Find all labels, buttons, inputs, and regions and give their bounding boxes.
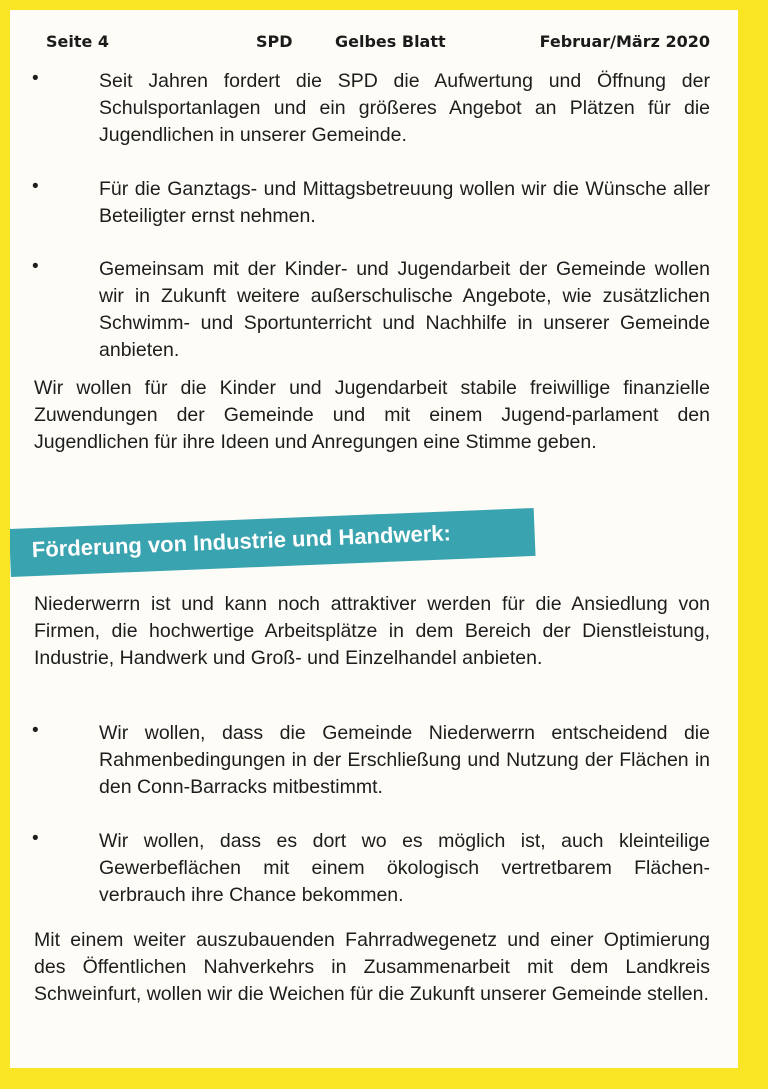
list-item: Wir wollen, dass es dort wo es möglich ist, auch kleinteilige Gewerbeflächen mit einem ökologisch vertretbarem Flächen-verbrauch ihre Chance bekommen. [99, 830, 710, 906]
section-heading: Förderung von Industrie und Handwerk: [31, 520, 452, 563]
paragraph-transport: Mit einem weiter auszubauenden Fahrradwegenetz und einer Optimierung des Öffentlichen Nahverkehrs in Zusammenarbeit mit dem Landkreis Schweinfurt, wollen wir die Weichen für die Zukunft unserer Gemeinde stellen. [34, 929, 710, 1005]
issue-date: Februar/März 2020 [539, 32, 710, 51]
party-name: SPD [256, 32, 293, 51]
list-item: Wir wollen, dass die Gemeinde Niederwerrn entscheidend die Rahmenbedingungen in der Erschließung und Nutzung der Flächen in den Conn-Barracks mitbestimmt. [99, 722, 710, 798]
page-header [46, 32, 710, 56]
list-item: Gemeinsam mit der Kinder- und Jugendarbeit der Gemeinde wollen wir in Zukunft weitere außerschulische Angebote, wie zusätzlichen Schwimm- und Sportunterricht und Nachhilfe in unserer Gemeinde anbieten. [99, 258, 710, 361]
paragraph-youth-funding: Wir wollen für die Kinder und Jugendarbeit stabile freiwillige finanzielle Zuwendungen der Gemeinde und mit einem Jugend-parlament den Jugendlichen für ihre Ideen und Anregungen eine Stimme geben. [34, 377, 710, 453]
bullet-icon: • [32, 68, 39, 89]
list-item: Für die Ganztags- und Mittagsbetreuung wollen wir die Wünsche aller Beteiligter ernst nehmen. [99, 178, 710, 227]
bullet-icon: • [32, 176, 39, 197]
bullet-icon: • [32, 720, 39, 741]
section-banner [10, 508, 536, 577]
document-page [10, 10, 738, 1068]
bullet-icon: • [32, 828, 39, 849]
paragraph-industry: Niederwerrn ist und kann noch attraktiver werden für die Ansiedlung von Firmen, die hochwertige Arbeitsplätze in dem Bereich der Dienstleistung, Industrie, Handwerk und Groß- und Einzelhandel anbieten. [34, 593, 710, 669]
list-item: Seit Jahren fordert die SPD die Aufwertung und Öffnung der Schulsportanlagen und ein größeres Angebot an Plätzen für die Jugendlichen in unserer Gemeinde. [99, 70, 710, 146]
bullet-icon: • [32, 256, 39, 277]
page-number: Seite 4 [46, 32, 110, 51]
publication-title: Gelbes Blatt [335, 32, 446, 51]
